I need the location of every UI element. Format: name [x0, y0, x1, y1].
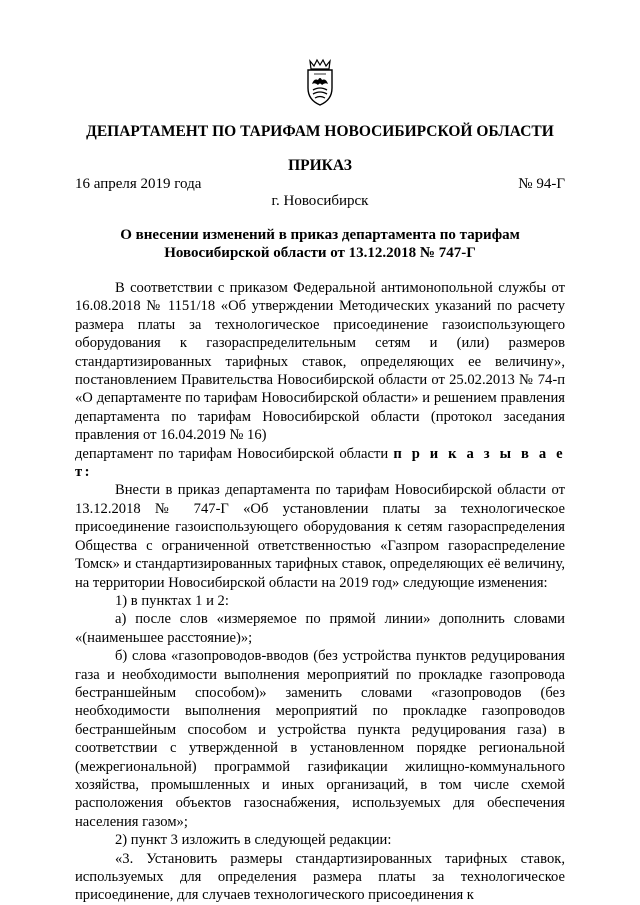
- order-subject: О внесении изменений в приказ департамента по тарифам Новосибирской области от 13.12.2018 № 747-Г: [120, 227, 520, 261]
- preamble-paragraph: В соответствии с приказом Федеральной антимонопольной службы от 16.08.2018 № 1151/18 «Об утверждении Методических указаний по расчету размера платы за технологическое присоединение газоиспользующего оборудования к газораспределительным сетям и (или) размеров стандартизированных тарифных ставок, определяющих ее величину», постановлением Правительства Новосибирской области от 25.02.2013 № 74-п «О департаменте по тарифам Новосибирской области» и решением правления департамента по тарифам Новосибирской области (протокол заседания правления от 16.04.2019 № 16): [75, 280, 565, 444]
- order-city: г. Новосибирск: [271, 193, 369, 209]
- paragraph-item-1a: а) после слов «измеряемое по прямой линии» дополнить словами «(наименьшее расстояние)»;: [75, 611, 565, 646]
- decree-word: п р и к а з ы в а е т:: [75, 445, 565, 481]
- paragraph-item-1b: б) слова «газопроводов-вводов (без устройства пунктов редуцирования газа и необходимости выполнения мероприятий по прокладке газопровода бестраншейным способом)» заменить словами «газопроводов (без необходимости выполнения мероприятий по прокладке газопроводов бестраншейным способом и устройства пункта редуцирования газа) в соответствии с утвержденной в установленном порядке региональной (межрегиональной) программой газификации жилищно-коммунального хозяйства, промышленных и иных организаций, в том числе схемой расположения объектов газоснабжения, используемых для обеспечения населения газом»;: [75, 648, 565, 830]
- paragraph-item-2: 2) пункт 3 изложить в следующей редакции:: [115, 832, 392, 849]
- decree-line: [75, 445, 565, 482]
- paragraph-item-3-start: «3. Установить размеры стандартизированных тарифных ставок, используемых для определения размера платы за технологическое присоединение, для случаев технологического присоединения к: [75, 850, 565, 904]
- coat-of-arms-icon: [298, 58, 342, 108]
- order-body: [75, 279, 565, 905]
- paragraph-main-change: Внести в приказ департамента по тарифам Новосибирской области от 13.12.2018 № 747-Г «Об установлении платы за технологическое присоединение газоиспользующего оборудования к сетям газораспределения Общества с ограниченной ответственностью «Газпром газораспределение Томск» и стандартизированных тарифных ставок, определяющих её величину, на территории Новосибирской области на 2019 год» следующие изменения:: [75, 482, 565, 591]
- order-date: 16 апреля 2019 года: [75, 176, 202, 192]
- document-type: ПРИКАЗ: [288, 157, 352, 174]
- paragraph-item-1: 1) в пунктах 1 и 2:: [115, 592, 229, 609]
- department-title: ДЕПАРТАМЕНТ ПО ТАРИФАМ НОВОСИБИРСКОЙ ОБЛАСТИ: [86, 123, 554, 140]
- order-number: № 94-Г: [518, 176, 565, 192]
- decree-prefix: департамент по тарифам Новосибирской области: [75, 445, 394, 462]
